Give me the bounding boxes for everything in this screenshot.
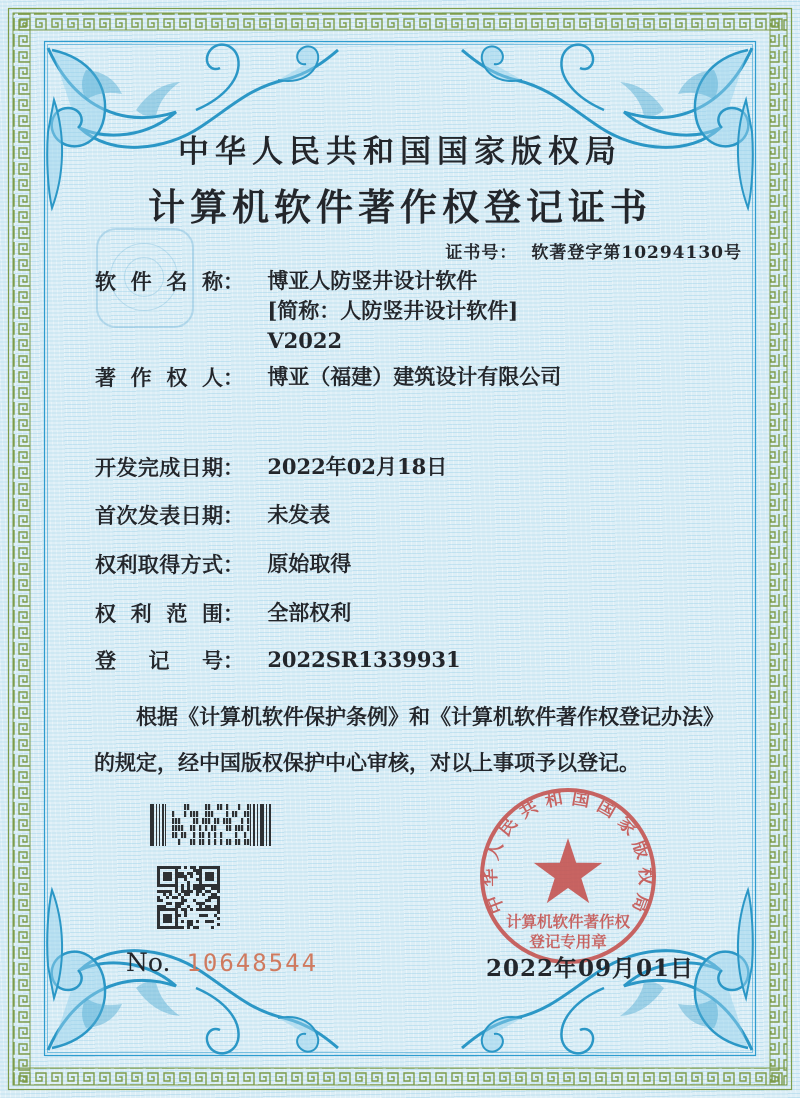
certificate-number-value: 软著登字第10294130号 bbox=[531, 243, 742, 263]
certificate-number-label: 证书号： bbox=[445, 243, 518, 263]
field-colon: ： bbox=[223, 503, 244, 528]
field-colon: ： bbox=[223, 601, 244, 626]
certificate-title: 计算机软件著作权登记证书 bbox=[148, 185, 652, 229]
seal-ring-text: 中华人民共和国国家版权局 bbox=[479, 787, 657, 917]
software-name-line3: V2022 bbox=[267, 328, 343, 353]
qr-code bbox=[157, 866, 220, 929]
barcode bbox=[150, 804, 272, 846]
field-label: 软件名称 bbox=[95, 269, 223, 294]
field-colon: ： bbox=[223, 552, 244, 577]
seal-text-line1: 计算机软件著作权 bbox=[505, 912, 631, 931]
field-label: 首次发表日期 bbox=[95, 503, 223, 528]
seal-text-line2: 登记专用章 bbox=[529, 932, 607, 951]
serial-number-line bbox=[126, 948, 318, 977]
field-label: 著作权人 bbox=[95, 365, 223, 390]
field-first-publish-date bbox=[95, 500, 330, 530]
field-value: 2022SR1339931 bbox=[267, 647, 461, 672]
field-dev-complete-date bbox=[95, 452, 447, 482]
issue-date: 2022年09月01日 bbox=[486, 955, 695, 982]
field-colon: ： bbox=[223, 269, 244, 294]
field-value: 博亚（福建）建筑设计有限公司 bbox=[267, 364, 562, 389]
registration-statement: 根据《计算机软件保护条例》和《计算机软件著作权登记办法》的规定，经中国版权保护中心审核，对以上事项予以登记。 bbox=[94, 704, 724, 775]
field-colon: ： bbox=[223, 365, 244, 390]
issuing-authority-title: 中华人民共和国国家版权局 bbox=[178, 134, 622, 170]
serial-label: No. bbox=[126, 948, 171, 977]
field-value: 原始取得 bbox=[267, 551, 352, 576]
serial-number: 10648544 bbox=[186, 949, 319, 977]
field-label: 权利取得方式 bbox=[95, 552, 223, 577]
field-label: 开发完成日期 bbox=[95, 455, 223, 480]
field-colon: ： bbox=[223, 648, 244, 673]
field-registration-number bbox=[95, 645, 461, 675]
field-value bbox=[267, 266, 518, 356]
seal-star bbox=[534, 838, 602, 903]
certificate-number-line bbox=[445, 238, 742, 263]
software-name-line1: 博亚人防竖井设计软件 bbox=[267, 268, 478, 293]
field-rights-scope bbox=[95, 598, 351, 628]
field-value: 未发表 bbox=[267, 502, 331, 527]
official-seal bbox=[473, 781, 663, 971]
field-label: 登记号 bbox=[95, 648, 223, 673]
field-value: 2022年02月18日 bbox=[267, 454, 448, 479]
field-copyright-owner bbox=[95, 362, 561, 392]
software-name-line2: [简称：人防竖井设计软件] bbox=[267, 298, 519, 323]
field-label: 权利范围 bbox=[95, 601, 223, 626]
field-rights-acquire-mode bbox=[95, 549, 351, 579]
field-value: 全部权利 bbox=[267, 600, 352, 625]
field-colon: ： bbox=[223, 455, 244, 480]
field-software-name bbox=[95, 266, 518, 356]
